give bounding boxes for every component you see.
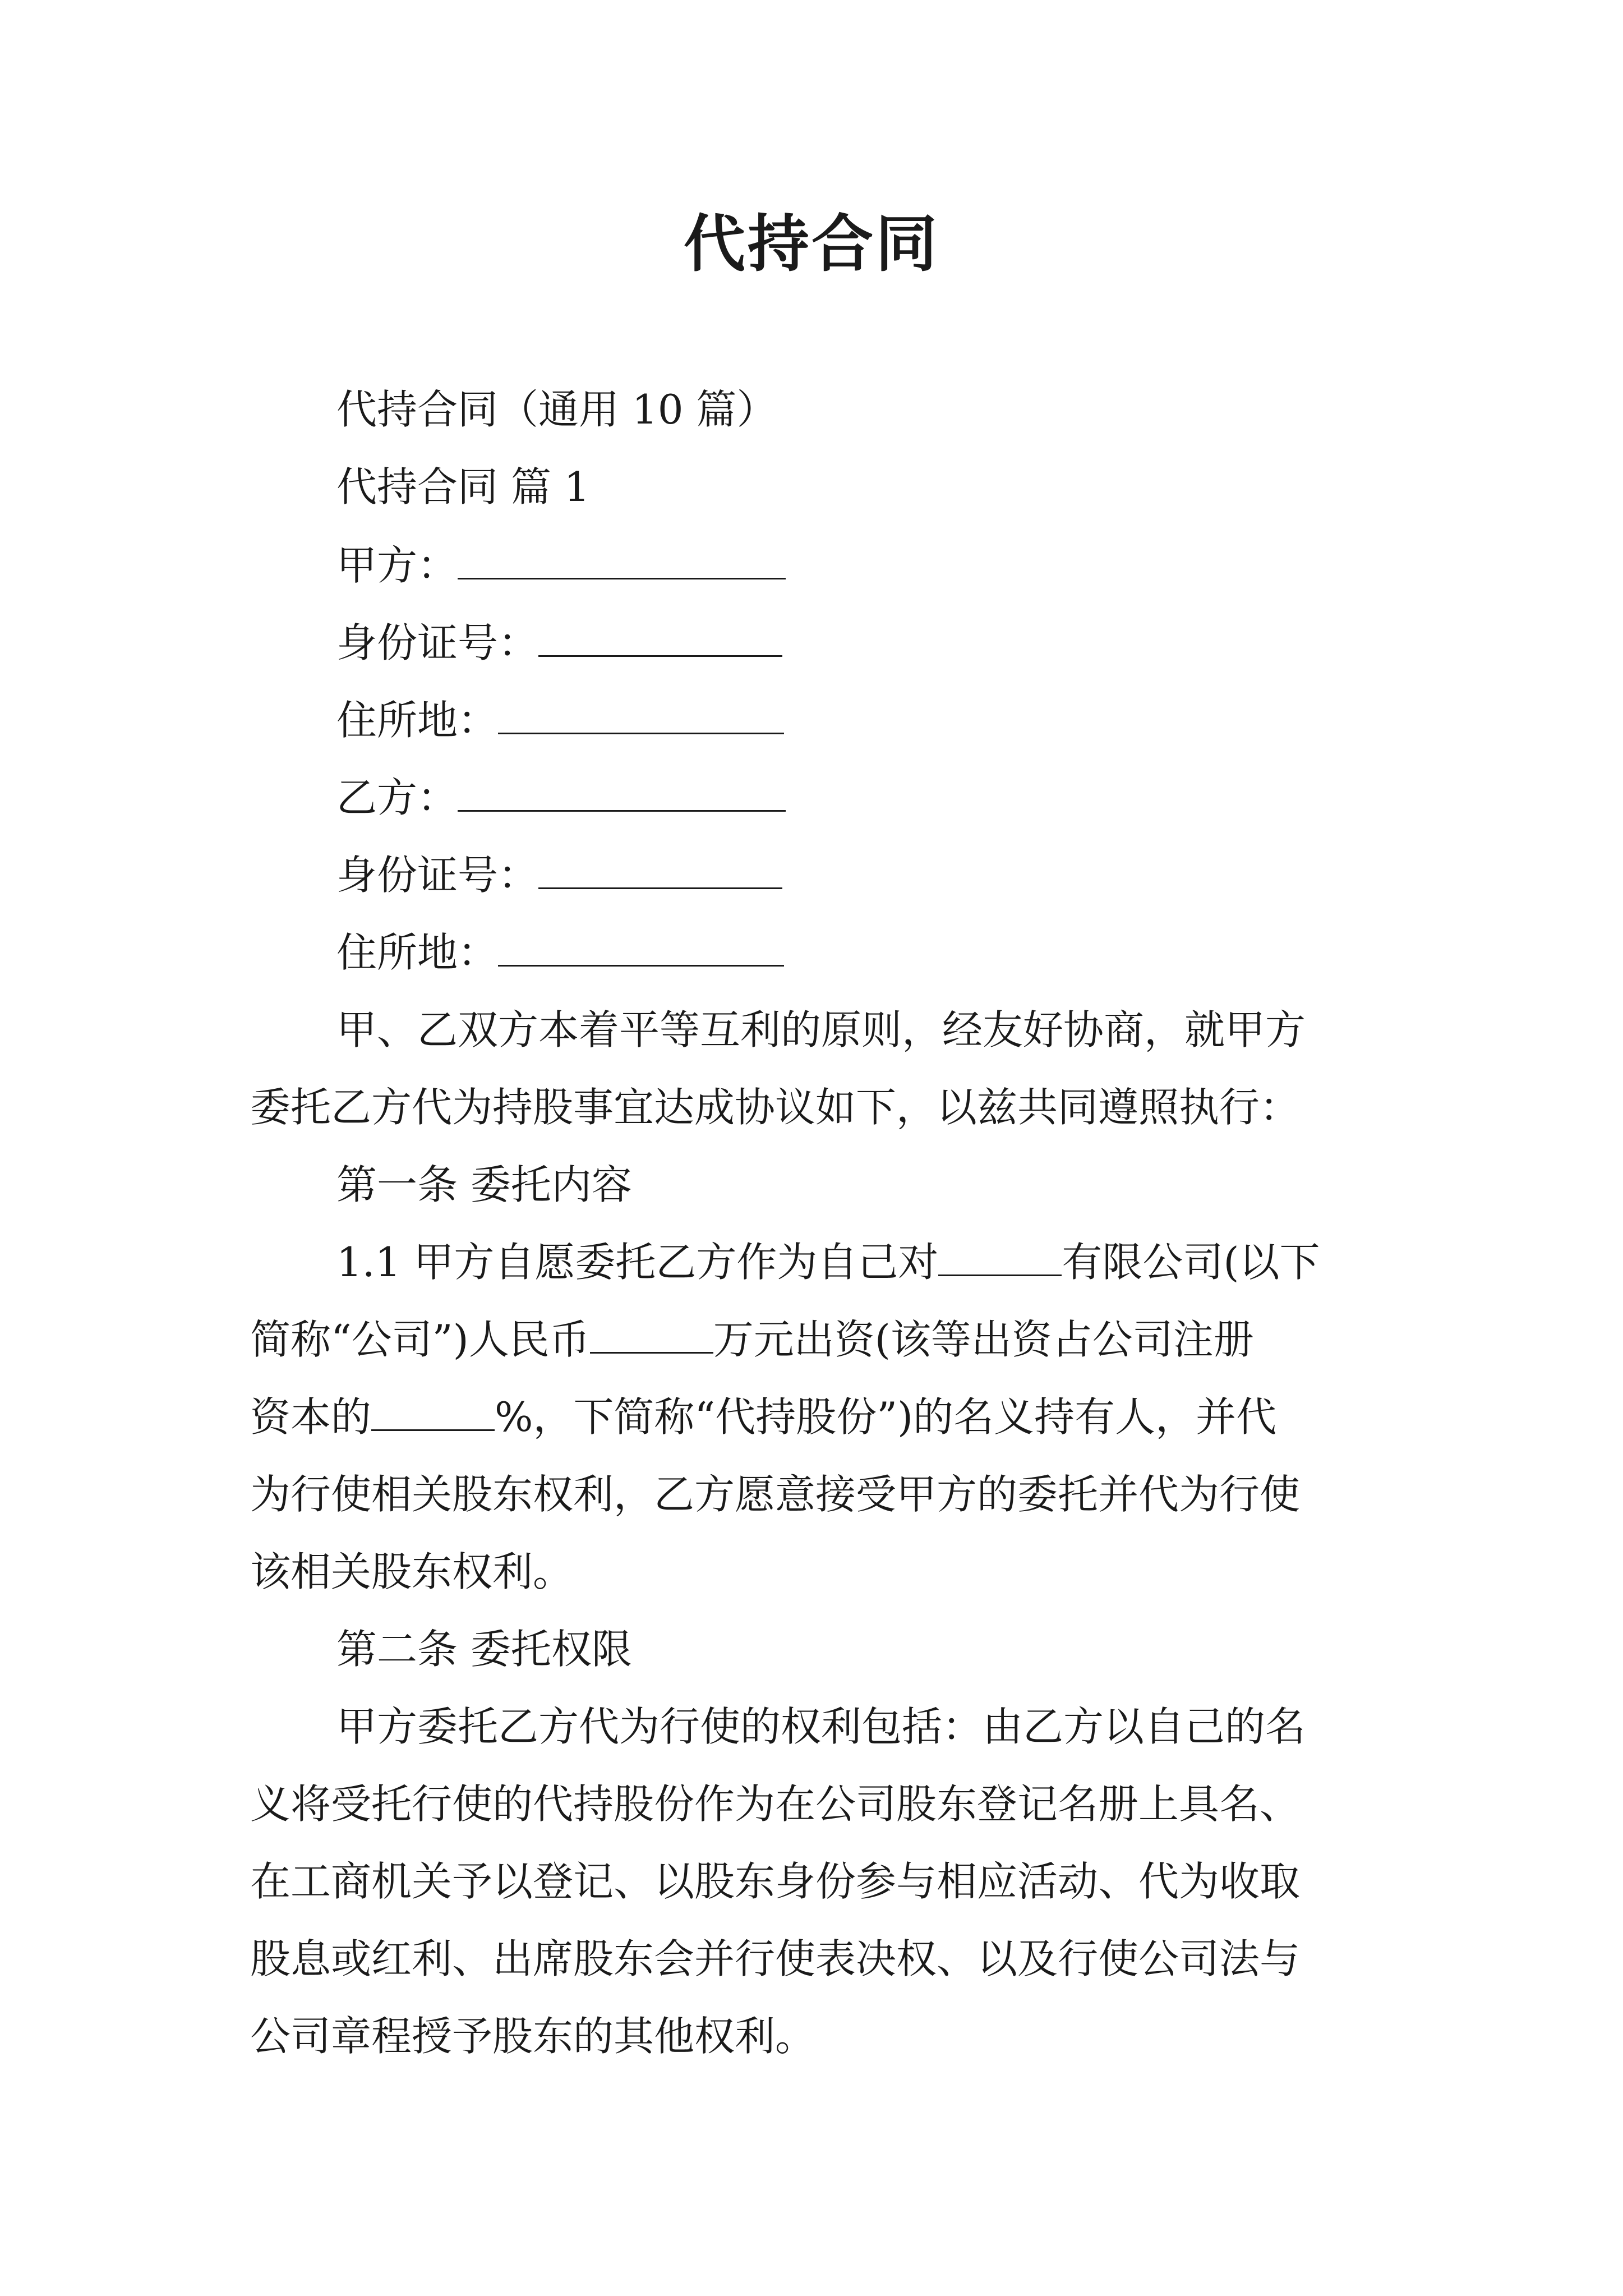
percentage-blank: [371, 1396, 495, 1431]
party-b-address-blank: [498, 931, 784, 967]
party-a-address-label: 住所地：: [336, 697, 499, 744]
article-1-text: %，下简称“代持股份”)的名义持有人，并代: [495, 1393, 1277, 1441]
party-a-field: [336, 537, 786, 593]
amount-blank: [590, 1318, 713, 1354]
article-1-text: 有限公司(以下: [1062, 1239, 1320, 1286]
party-b-address-label: 住所地：: [336, 929, 499, 976]
intro-line: 委托乙方代为持股事宜达成协议如下，以兹共同遵照执行：: [250, 1084, 1301, 1131]
article-1-heading: 第一条 委托内容: [336, 1161, 632, 1208]
article-1-text: 简称“公司”)人民币: [250, 1316, 590, 1363]
party-b-label: 乙方：: [336, 774, 458, 821]
article-1-text: 1.1 甲方自愿委托乙方作为自己对: [336, 1239, 939, 1286]
article-1-line: 该相关股东权利。: [250, 1548, 574, 1595]
article-1-line: [250, 1312, 1389, 1368]
article-2-line: 在工商机关予以登记、以股东身份参与相应活动、代为收取: [250, 1858, 1301, 1905]
party-b-blank: [458, 776, 786, 812]
article-1-line: 为行使相关股东权利，乙方愿意接受甲方的委托并代为行使: [250, 1471, 1301, 1518]
article-2-line: 甲方委托乙方代为行使的权利包括：由乙方以自己的名: [336, 1703, 1306, 1750]
article-2-line: 股息或红利、出席股东会并行使表决权、以及行使公司法与: [250, 1935, 1301, 1982]
document-title: 代持合同: [684, 208, 939, 280]
article-2-heading: 第二条 委托权限: [336, 1626, 632, 1673]
article-1-text: 资本的: [250, 1393, 372, 1441]
party-a-id-field: [336, 615, 782, 671]
party-a-blank: [458, 544, 786, 579]
party-a-id-label: 身份证号：: [336, 619, 539, 666]
party-a-address-field: [336, 692, 784, 748]
article-2-line: 公司章程授予股东的其他权利。: [250, 2013, 816, 2060]
company-blank: [938, 1241, 1062, 1276]
party-a-id-blank: [538, 622, 782, 657]
article-1-line: [250, 1389, 1389, 1445]
party-b-field: [336, 770, 786, 826]
intro-line: 甲、乙双方本着平等互利的原则，经友好协商，就甲方: [336, 1006, 1306, 1053]
article-1-line: [336, 1234, 1320, 1290]
document-subtitle: 代持合同（通用 10 篇）: [336, 386, 777, 433]
party-b-id-blank: [538, 854, 782, 889]
party-a-label: 甲方：: [336, 542, 458, 589]
party-b-id-label: 身份证号：: [336, 852, 539, 899]
party-b-address-field: [336, 924, 784, 981]
article-1-text: 万元出资(该等出资占公司注册: [713, 1316, 1254, 1363]
party-a-address-blank: [498, 699, 784, 734]
article-2-line: 义将受托行使的代持股份作为在公司股东登记名册上具名、: [250, 1780, 1301, 1828]
party-b-id-field: [336, 847, 782, 903]
section-heading: 代持合同 篇 1: [336, 463, 590, 510]
